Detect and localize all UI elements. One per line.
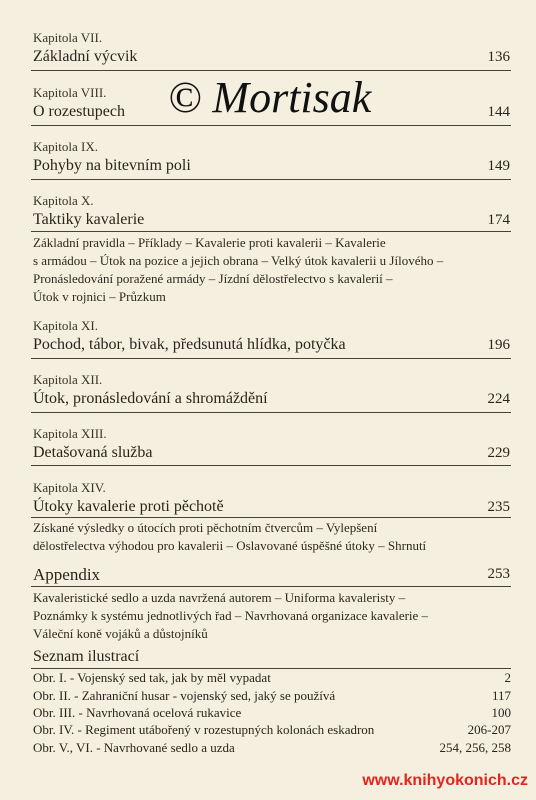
- illustration-caption: Obr. II. - Zahraniční husar - vojenský sed, jaký se používá: [33, 688, 336, 703]
- divider: [31, 358, 511, 359]
- illustration-caption: Obr. I. - Vojenský sed tak, jak by měl vypadat: [33, 670, 271, 685]
- illustration-page: 254, 256, 258: [439, 740, 511, 755]
- illustration-page: 206-207: [467, 722, 511, 737]
- chapter-label: Kapitola XI.: [33, 318, 98, 333]
- chapter-title: Základní výcvik: [33, 48, 138, 65]
- chapter-label: Kapitola X.: [33, 193, 94, 208]
- illustration-row: [33, 670, 511, 686]
- chapter-page: 144: [487, 104, 510, 120]
- chapter-label: Kapitola XIV.: [33, 480, 106, 495]
- site-url: www.knihyokonich.cz: [362, 772, 528, 789]
- chapter-page: 149: [487, 158, 510, 174]
- chapter-summary: Získané výsledky o útocích proti pěchotním čtvercům – Vylepšení dělostřelectva výhodou pro kavalerii – Oslavované úspěšné útoky – Shrnutí: [33, 520, 427, 553]
- watermark-text: © Mortisak: [168, 73, 372, 122]
- divider: [31, 517, 511, 518]
- chapter-page: 229: [487, 445, 510, 461]
- illustration-caption: Obr. V., VI. - Navrhované sedlo a uzda: [33, 740, 235, 755]
- chapter-title: Detašovaná služba: [33, 444, 153, 461]
- chapter-page: 224: [487, 391, 510, 407]
- divider: [31, 465, 511, 466]
- illustration-row: [33, 722, 511, 738]
- chapter-label: Kapitola VII.: [33, 30, 103, 45]
- divider: [31, 668, 511, 669]
- chapter-title: Taktiky kavalerie: [33, 211, 145, 228]
- illustration-page: 100: [491, 705, 511, 720]
- appendix-title: Appendix: [33, 565, 101, 584]
- divider: [31, 70, 511, 71]
- chapter-label: Kapitola XII.: [33, 372, 103, 387]
- chapter-page: 174: [487, 212, 510, 228]
- divider: [31, 231, 511, 232]
- illustration-row: [33, 740, 511, 756]
- chapter-page: 136: [487, 49, 510, 65]
- illustration-row: [33, 705, 511, 721]
- illustrations-title: Seznam ilustrací: [33, 648, 140, 665]
- chapter-title: O rozestupech: [33, 103, 125, 120]
- chapter-title: Útoky kavalerie proti pěchotě: [33, 498, 224, 515]
- chapter-summary: Základní pravidla – Příklady – Kavalerie proti kavalerii – Kavalerie s armádou – Útok na pozice a jejich obrana – Velký útok kavalerii u Jílového – Pronásledování poražené armády – Jízdní dělostřelectvo s kavalerií – Útok v rojnici – Průzkum: [33, 235, 444, 304]
- illustration-caption: Obr. IV. - Regiment utábořený v rozestupných kolonách eskadron: [33, 722, 375, 737]
- chapter-label: Kapitola IX.: [33, 139, 98, 154]
- appendix-summary: Kavaleristické sedlo a uzda navržená autorem – Uniforma kavaleristy – Poznámky k systému jednotlivých řad – Navrhovaná organizace kavalerie – Váleční koně vojáků a důstojníků: [33, 590, 429, 641]
- illustration-page: 117: [491, 688, 511, 703]
- chapter-title: Útok, pronásledování a shromáždění: [33, 390, 268, 407]
- divider: [31, 179, 511, 180]
- illustration-caption: Obr. III. - Navrhovaná ocelová rukavice: [33, 705, 242, 720]
- chapter-page: 196: [487, 337, 510, 353]
- illustration-page: 2: [504, 670, 511, 685]
- appendix-page: 253: [487, 566, 510, 582]
- chapter-title: Pochod, tábor, bivak, předsunutá hlídka, potyčka: [33, 336, 346, 353]
- divider: [31, 412, 511, 413]
- chapter-label: Kapitola XIII.: [33, 426, 107, 441]
- chapter-title: Pohyby na bitevním poli: [33, 157, 191, 174]
- divider: [31, 586, 511, 587]
- illustration-row: [33, 688, 511, 704]
- chapter-page: 235: [487, 499, 510, 515]
- chapter-label: Kapitola VIII.: [33, 85, 107, 100]
- divider: [31, 125, 511, 126]
